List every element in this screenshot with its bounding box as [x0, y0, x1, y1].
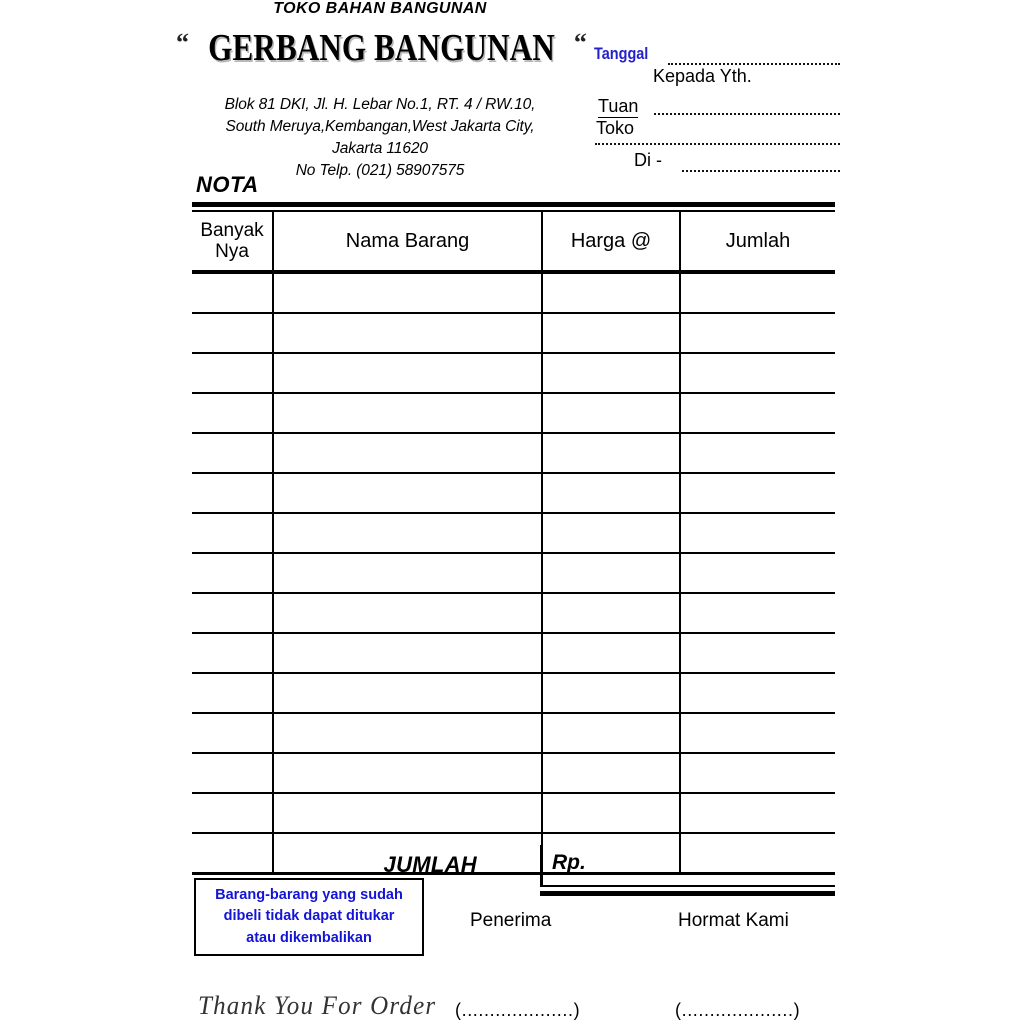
- cell-quantity[interactable]: [192, 593, 273, 633]
- sender-signature-line[interactable]: (....................): [675, 1000, 801, 1020]
- table-row[interactable]: [192, 393, 835, 433]
- date-input-line[interactable]: [668, 63, 840, 65]
- column-header-quantity: [192, 212, 273, 272]
- cell-amount[interactable]: [680, 433, 835, 473]
- cell-unit-price[interactable]: [542, 553, 680, 593]
- table-row[interactable]: [192, 793, 835, 833]
- cell-quantity[interactable]: [192, 633, 273, 673]
- cell-unit-price[interactable]: [542, 753, 680, 793]
- store-name-title: GERBANG BANGUNAN: [208, 27, 555, 70]
- cell-quantity[interactable]: [192, 272, 273, 313]
- di-label: Di -: [634, 150, 662, 170]
- cell-unit-price[interactable]: [542, 793, 680, 833]
- cell-amount[interactable]: [680, 753, 835, 793]
- cell-amount[interactable]: [680, 313, 835, 353]
- cell-amount[interactable]: [680, 553, 835, 593]
- return-policy-box: [194, 878, 424, 956]
- cell-amount[interactable]: [680, 793, 835, 833]
- cell-quantity[interactable]: [192, 353, 273, 393]
- cell-amount[interactable]: [680, 353, 835, 393]
- return-policy-line-3: atau dikembalikan: [246, 929, 372, 946]
- date-label: Tanggal: [594, 44, 649, 63]
- recipient-fields-block: [590, 38, 850, 188]
- table-row[interactable]: [192, 433, 835, 473]
- cell-quantity[interactable]: [192, 313, 273, 353]
- tuan-label: Tuan: [598, 96, 639, 116]
- column-header-amount: Jumlah: [680, 212, 835, 272]
- cell-unit-price[interactable]: [542, 593, 680, 633]
- cell-quantity[interactable]: [192, 393, 273, 433]
- cell-amount[interactable]: [680, 593, 835, 633]
- cell-item-name[interactable]: [273, 793, 542, 833]
- table-row[interactable]: [192, 353, 835, 393]
- table-row[interactable]: [192, 513, 835, 553]
- cell-amount[interactable]: [680, 272, 835, 313]
- cell-unit-price[interactable]: [542, 353, 680, 393]
- cell-item-name[interactable]: [273, 593, 542, 633]
- items-table: [192, 212, 835, 875]
- cell-unit-price[interactable]: [542, 313, 680, 353]
- store-category-label: TOKO BAHAN BANGUNAN: [273, 0, 487, 17]
- cell-item-name[interactable]: [273, 313, 542, 353]
- table-row[interactable]: [192, 313, 835, 353]
- receiver-signature-line[interactable]: (....................): [455, 1000, 581, 1020]
- return-policy-line-1: Barang-barang yang sudah: [215, 887, 403, 904]
- items-table-body: [192, 272, 835, 874]
- grand-total-divider: [540, 845, 543, 887]
- grand-total-rule-thick: [540, 891, 835, 896]
- cell-amount[interactable]: [680, 713, 835, 753]
- address-line-3: Jakarta 11620: [332, 140, 428, 157]
- cell-item-name[interactable]: [273, 753, 542, 793]
- cell-quantity[interactable]: [192, 473, 273, 513]
- table-row[interactable]: [192, 713, 835, 753]
- cell-item-name[interactable]: [273, 553, 542, 593]
- cell-item-name[interactable]: [273, 633, 542, 673]
- di-input-line[interactable]: [682, 170, 840, 172]
- grand-total-currency-prefix: Rp.: [552, 851, 586, 874]
- cell-quantity[interactable]: [192, 793, 273, 833]
- close-quote-mark: “: [573, 28, 587, 57]
- grand-total-label: JUMLAH: [383, 852, 477, 877]
- cell-amount[interactable]: [680, 393, 835, 433]
- cell-quantity[interactable]: [192, 513, 273, 553]
- table-header-row: [192, 212, 835, 272]
- cell-unit-price[interactable]: [542, 272, 680, 313]
- table-row[interactable]: [192, 633, 835, 673]
- cell-unit-price[interactable]: [542, 433, 680, 473]
- cell-quantity[interactable]: [192, 433, 273, 473]
- cell-quantity[interactable]: [192, 673, 273, 713]
- receiver-signature-label: Penerima: [470, 910, 552, 931]
- address-line-1: Blok 81 DKI, Jl. H. Lebar No.1, RT. 4 / RW.10,: [224, 96, 536, 113]
- cell-item-name[interactable]: [273, 513, 542, 553]
- cell-unit-price[interactable]: [542, 513, 680, 553]
- column-header-item-name: Nama Barang: [273, 212, 542, 272]
- cell-item-name[interactable]: [273, 272, 542, 313]
- tuan-input-line[interactable]: [654, 113, 840, 115]
- toko-input-line[interactable]: [595, 143, 840, 145]
- cell-amount[interactable]: [680, 673, 835, 713]
- column-header-unit-price: Harga @: [542, 212, 680, 272]
- cell-unit-price[interactable]: [542, 473, 680, 513]
- cell-amount[interactable]: [680, 513, 835, 553]
- table-row[interactable]: [192, 473, 835, 513]
- return-policy-line-2: dibeli tidak dapat ditukar: [223, 908, 395, 925]
- cell-amount[interactable]: [680, 473, 835, 513]
- grand-total-rule-thin: [540, 885, 835, 887]
- cell-item-name[interactable]: [273, 433, 542, 473]
- table-row[interactable]: [192, 553, 835, 593]
- store-name-block: [176, 27, 587, 70]
- nota-label: NOTA: [196, 172, 259, 197]
- cell-quantity[interactable]: [192, 753, 273, 793]
- address-line-2: South Meruya,Kembangan,West Jakarta City,: [225, 118, 535, 135]
- table-row[interactable]: [192, 272, 835, 313]
- column-header-quantity-line1: Banyak: [200, 219, 264, 241]
- table-row[interactable]: [192, 593, 835, 633]
- table-top-rule-thick: [192, 202, 835, 207]
- cell-unit-price[interactable]: [542, 713, 680, 753]
- cell-unit-price[interactable]: [542, 673, 680, 713]
- table-row[interactable]: [192, 753, 835, 793]
- cell-item-name[interactable]: [273, 713, 542, 753]
- cell-quantity[interactable]: [192, 553, 273, 593]
- cell-quantity[interactable]: [192, 713, 273, 753]
- cell-item-name[interactable]: [273, 473, 542, 513]
- cell-item-name[interactable]: [273, 353, 542, 393]
- sender-signature-label: Hormat Kami: [678, 910, 789, 931]
- kepada-yth-label: Kepada Yth.: [653, 66, 752, 86]
- document-header: [0, 0, 1024, 200]
- address-line-4: No Telp. (021) 58907575: [295, 162, 465, 179]
- open-quote-mark: “: [176, 28, 189, 57]
- cell-unit-price[interactable]: [542, 633, 680, 673]
- column-header-quantity-line2: Nya: [215, 241, 249, 262]
- thank-you-message: Thank You For Order: [198, 992, 437, 1021]
- toko-label: Toko: [596, 118, 635, 138]
- table-grid: [192, 212, 835, 875]
- cell-amount[interactable]: [680, 633, 835, 673]
- cell-item-name[interactable]: [273, 393, 542, 433]
- cell-item-name[interactable]: [273, 673, 542, 713]
- cell-unit-price[interactable]: [542, 393, 680, 433]
- table-row[interactable]: [192, 673, 835, 713]
